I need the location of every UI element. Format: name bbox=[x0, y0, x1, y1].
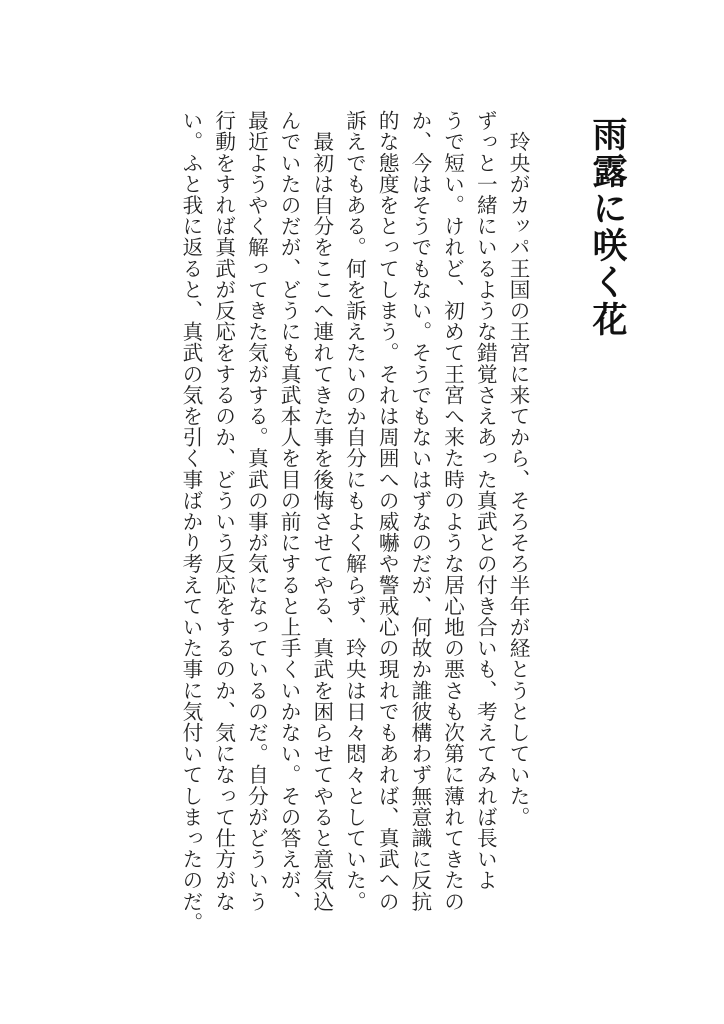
text-line: 訴えでもある。何を訴えたいのか自分にもよく解らず、玲央は日々悶々としていた。 bbox=[342, 110, 367, 912]
text-line: 玲央がカッパ王国の王宮に来てから、そろそろ半年が経とうとしていた。 bbox=[506, 110, 530, 828]
text-line: い。ふと我に返ると、真武の気を引く事ばかり考えていた事に気付いてしまったのだ。 bbox=[178, 110, 203, 933]
text-line: 最初は自分をここへ連れてきた事を後悔させてやる、真武を困らせてやると意気込 bbox=[309, 110, 334, 912]
text-line: 的な態度をとってしまう。それは周囲への威嚇や警戒心の現れでもあれば、真武への bbox=[375, 110, 400, 912]
page-title: 雨露に咲く花 bbox=[587, 116, 627, 338]
paragraph-2 bbox=[174, 110, 338, 950]
text-line: 最近ようやく解ってきた気がする。真武の事が気になっているのだ。自分がどういう bbox=[244, 110, 269, 912]
text-line: か、今はそうでもない。そうでもないはずなのだが、何故か誰彼構わず無意識に反抗 bbox=[407, 110, 432, 912]
text-line: ずっと一緒にいるような錯覚さえあった真武との付き合いも、考えてみれば長いよ bbox=[473, 110, 498, 891]
text-line: んでいたのだが、どうにも真武本人を目の前にすると上手くいかない。その答えが、 bbox=[277, 110, 302, 912]
text-line: 行動をすれば真武が反応をするのか、どういう反応をするのか、気になって仕方がな bbox=[211, 110, 236, 912]
body-text bbox=[94, 110, 534, 950]
paragraph-1 bbox=[338, 110, 534, 950]
text-line: うで短い。けれど、初めて王宮へ来た時のような居心地の悪さも次第に薄れてきたの bbox=[440, 110, 465, 912]
